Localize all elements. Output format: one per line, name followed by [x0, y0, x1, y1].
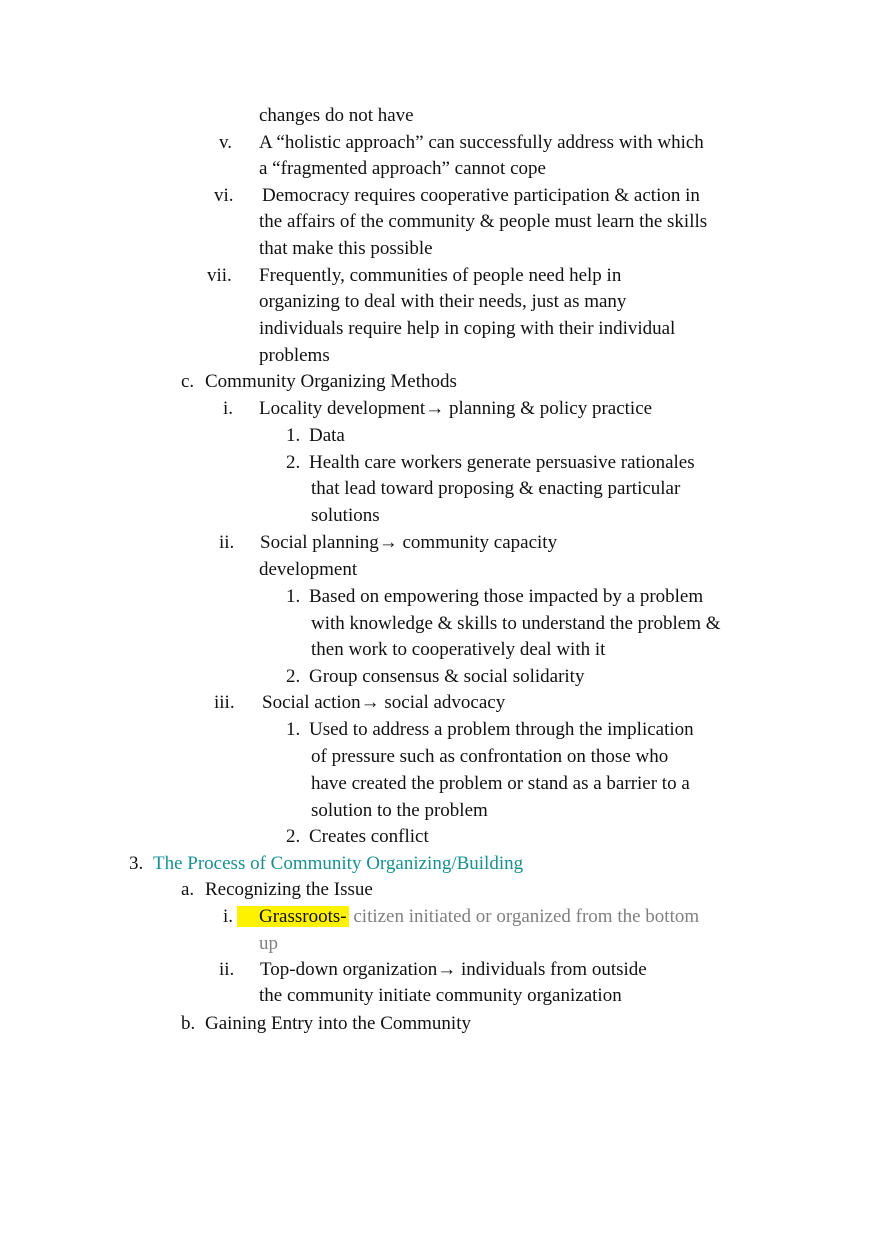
- list-line-text: Used to address a problem through the implication: [309, 719, 694, 740]
- list-line-text: A “holistic approach” can successfully address with which: [259, 132, 704, 153]
- list-marker: 1.: [286, 586, 301, 607]
- list-marker: 2.: [286, 666, 301, 687]
- list-line-text: with knowledge & skills to understand the problem &: [311, 613, 721, 634]
- list-line-text: Democracy requires cooperative participation & action in: [262, 185, 700, 206]
- list-marker: c.: [181, 371, 195, 392]
- list-line-text: individuals require help in coping with their individual: [259, 318, 676, 339]
- list-marker: 1.: [286, 425, 301, 446]
- list-line-text: Health care workers generate persuasive rationales: [309, 452, 695, 473]
- list-line-text: changes do not have: [259, 105, 414, 126]
- list-line-text: Top-down organization→ individuals from outside: [260, 959, 647, 980]
- list-line-text: the community initiate community organization: [259, 985, 622, 1006]
- list-line-text: Gaining Entry into the Community: [205, 1013, 471, 1034]
- list-line-text: Social planning→ community capacity: [260, 532, 558, 553]
- list-line-text: Frequently, communities of people need help in: [259, 265, 622, 286]
- section-heading: Community Organizing Methods: [205, 371, 457, 392]
- list-line-text: solutions: [311, 505, 380, 526]
- list-marker: i.: [223, 906, 234, 927]
- list-line-text: problems: [259, 345, 330, 366]
- list-line-text: Locality development→ planning & policy practice: [259, 398, 653, 419]
- list-line-text: Data: [309, 425, 345, 446]
- list-marker: 1.: [286, 719, 301, 740]
- list-marker: 2.: [286, 826, 301, 847]
- list-marker: 2.: [286, 452, 301, 473]
- list-line-text: of pressure such as confrontation on those who: [311, 746, 669, 767]
- list-marker: 3.: [129, 853, 144, 874]
- list-marker: v.: [219, 132, 233, 153]
- highlighted-term: Grassroots-: [237, 906, 349, 927]
- list-line-text: citizen initiated or organized from the bottom: [348, 906, 700, 927]
- list-marker: iii.: [214, 692, 235, 713]
- list-line-text: that make this possible: [259, 238, 433, 259]
- list-line-text: the affairs of the community & people must learn the skills: [259, 211, 708, 232]
- list-line-text: organizing to deal with their needs, just as many: [259, 291, 627, 312]
- list-line-text: up: [259, 933, 278, 954]
- list-marker: ii.: [219, 959, 235, 980]
- list-line-text: Group consensus & social solidarity: [309, 666, 585, 687]
- list-marker: i.: [223, 398, 234, 419]
- list-line-text: solution to the problem: [311, 800, 488, 821]
- list-line-text: have created the problem or stand as a barrier to a: [311, 773, 690, 794]
- list-line-text: Creates conflict: [309, 826, 429, 847]
- list-line-text: Social action→ social advocacy: [262, 692, 506, 713]
- list-marker: a.: [181, 879, 195, 900]
- list-marker: b.: [181, 1013, 196, 1034]
- list-line-text: Recognizing the Issue: [205, 879, 373, 900]
- list-marker: vi.: [214, 185, 234, 206]
- list-line-text: that lead toward proposing & enacting particular: [311, 478, 681, 499]
- list-marker: vii.: [207, 265, 232, 286]
- list-line-text: then work to cooperatively deal with it: [311, 639, 606, 660]
- list-line-text: Based on empowering those impacted by a problem: [309, 586, 704, 607]
- list-line-text: development: [259, 559, 358, 580]
- list-line-text: a “fragmented approach” cannot cope: [259, 158, 546, 179]
- list-marker: ii.: [219, 532, 235, 553]
- list-line: [259, 905, 699, 929]
- section-heading: The Process of Community Organizing/Building: [153, 853, 524, 874]
